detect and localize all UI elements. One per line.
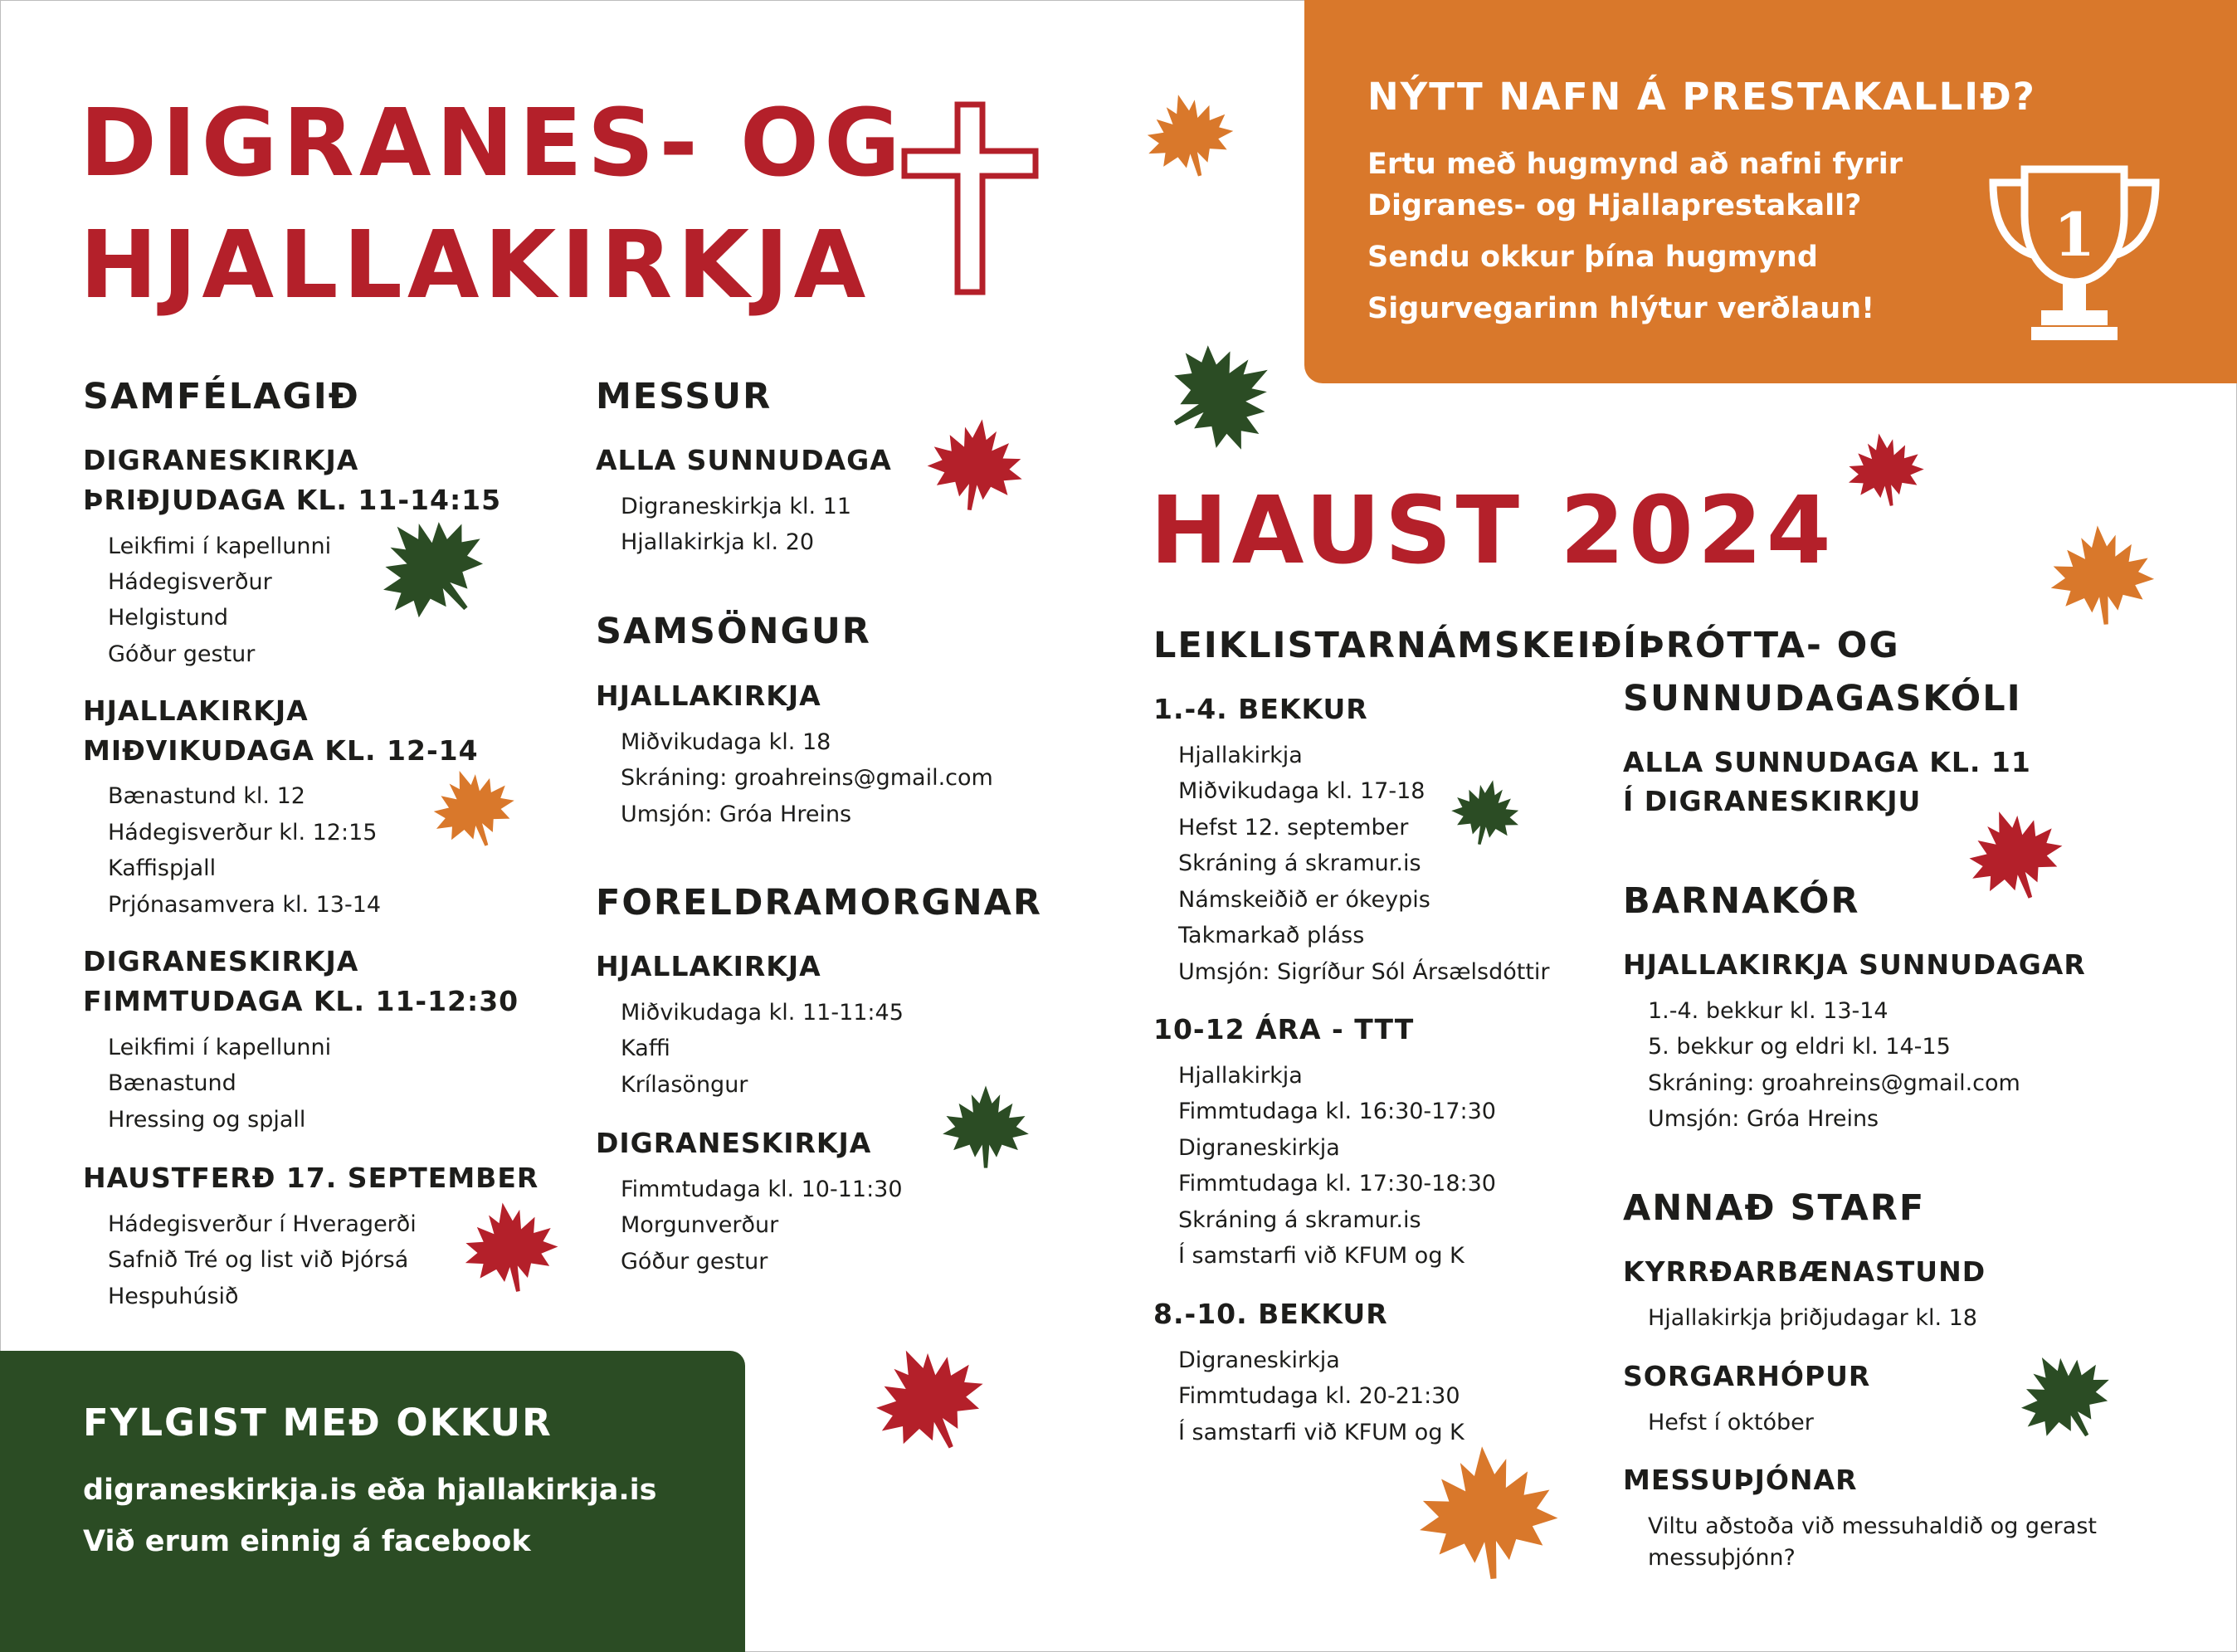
group-title: DIGRANESKIRKJA (83, 945, 359, 977)
season-title: HAUST 2024 (1150, 477, 1835, 585)
section-heading-foreldramorgnar: FORELDRAMORGNAR (596, 882, 1043, 923)
group-title: HAUSTFERÐ 17. SEPTEMBER (83, 1162, 539, 1194)
cross-icon (899, 100, 1041, 297)
maple-leaf-icon (866, 1341, 991, 1457)
list-item: Góður gestur (108, 641, 256, 667)
list-item: Hressing og spjall (108, 1107, 306, 1133)
group-title: MESSUÞJÓNAR (1623, 1464, 1858, 1496)
list-item: Í samstarfi við KFUM og K (1178, 1243, 1465, 1269)
list-item: Hjallakirkja (1178, 1063, 1303, 1089)
section-heading-leiklist: LEIKLISTARNÁMSKEIÐ (1153, 625, 1624, 666)
list-item: Umsjón: Sigríður Sól Ársælsdóttir (1178, 959, 1550, 985)
section-heading-barnakor: BARNAKÓR (1623, 880, 1860, 922)
list-item: Skráning á skramur.is (1178, 850, 1421, 876)
trophy-icon (1983, 158, 2166, 345)
list-item: Hádegisverður (108, 569, 272, 595)
list-item: Skráning: groahreins@gmail.com (621, 765, 993, 791)
group-title: 1.-4. BEKKUR (1153, 693, 1368, 725)
group-title: HJALLAKIRKJA (83, 694, 309, 727)
list-item: Viltu aðstoða við messuhaldið og gerast (1648, 1513, 2097, 1539)
list-item: Miðvikudaga kl. 11-11:45 (621, 1000, 904, 1026)
group-title: MIÐVIKUDAGA KL. 12-14 (83, 734, 479, 767)
list-item: Digraneskirkja kl. 11 (621, 494, 852, 519)
facebook-line: Við erum einnig á facebook (83, 1525, 531, 1558)
promo-line: Digranes- og Hjallaprestakall? (1367, 189, 1862, 222)
list-item: Í samstarfi við KFUM og K (1178, 1420, 1465, 1445)
list-item: 5. bekkur og eldri kl. 14-15 (1648, 1034, 1951, 1060)
promo-line: Sigurvegarinn hlýtur verðlaun! (1367, 292, 1875, 325)
section-heading-messur: MESSUR (596, 376, 772, 417)
maple-leaf-icon (430, 765, 516, 851)
list-item: Safnið Tré og list við Þjórsá (108, 1247, 409, 1273)
group-title: SORGARHÓPUR (1623, 1360, 1871, 1392)
list-item: Námskeiðið er ókeypis (1178, 887, 1430, 913)
list-item: Kaffispjall (108, 855, 217, 881)
list-item: Hefst í október (1648, 1410, 1814, 1435)
list-item: Krílasöngur (621, 1072, 748, 1098)
maple-leaf-icon (461, 1198, 559, 1296)
title-line-2: HJALLAKIRKJA (80, 212, 871, 319)
list-item: Hjallakirkja (1178, 743, 1303, 768)
group-title: ALLA SUNNUDAGA (596, 444, 892, 476)
list-item: Fimmtudaga kl. 16:30-17:30 (1178, 1099, 1496, 1124)
maple-leaf-icon (2048, 521, 2156, 629)
list-item: Fimmtudaga kl. 17:30-18:30 (1178, 1171, 1496, 1196)
list-item: Hespuhúsið (108, 1284, 239, 1309)
list-item: Góður gestur (621, 1249, 768, 1274)
list-item: Leikfimi í kapellunni (108, 1035, 332, 1060)
website-links[interactable]: digraneskirkja.is eða hjallakirkja.is (83, 1474, 657, 1507)
list-item: Umsjón: Gróa Hreins (621, 802, 852, 827)
group-title: DIGRANESKIRKJA (83, 444, 359, 476)
list-item: Fimmtudaga kl. 20-21:30 (1178, 1383, 1460, 1409)
maple-leaf-icon (1952, 805, 2078, 904)
group-title: Í DIGRANESKIRKJU (1623, 785, 1922, 817)
list-item: messuþjónn? (1648, 1545, 1796, 1571)
maple-leaf-icon (1416, 1440, 1560, 1585)
maple-leaf-icon (1143, 90, 1235, 181)
section-heading-samsongur: SAMSÖNGUR (596, 611, 871, 652)
section-heading-annad: ANNAÐ STARF (1623, 1187, 1926, 1229)
group-title: ALLA SUNNUDAGA KL. 11 (1623, 746, 2031, 778)
group-title: HJALLAKIRKJA (596, 680, 821, 712)
section-heading-ithrotta: ÍÞRÓTTA- OG (1623, 625, 1900, 666)
group-title: HJALLAKIRKJA (596, 950, 821, 982)
maple-leaf-icon (926, 415, 1026, 514)
section-heading-samfelagid: SAMFÉLAGIÐ (83, 376, 360, 417)
list-item: Helgistund (108, 605, 229, 631)
section-heading-ithrotta: SUNNUDAGASKÓLI (1623, 678, 2022, 719)
list-item: 1.-4. bekkur kl. 13-14 (1648, 998, 1889, 1024)
maple-leaf-icon (1148, 339, 1294, 455)
list-item: Takmarkað pláss (1178, 923, 1365, 948)
promo-title: NÝTT NAFN Á PRESTAKALLIÐ? (1367, 75, 2036, 119)
promo-line: Sendu okkur þína hugmynd (1367, 241, 1818, 274)
list-item: Bænastund (108, 1070, 236, 1096)
list-item: Morgunverður (621, 1212, 779, 1238)
list-item: Kaffi (621, 1036, 670, 1061)
list-item: Prjónasamvera kl. 13-14 (108, 892, 382, 918)
list-item: Skráning: groahreins@gmail.com (1648, 1070, 2020, 1096)
list-item: Miðvikudaga kl. 18 (621, 729, 831, 755)
list-item: Bænastund kl. 12 (108, 783, 305, 809)
group-title: KYRRÐARBÆNASTUND (1623, 1255, 1986, 1288)
title-line-1: DIGRANES- OG (80, 90, 906, 197)
list-item: Leikfimi í kapellunni (108, 534, 332, 559)
list-item: Hjallakirkja þriðjudagar kl. 18 (1648, 1305, 1977, 1331)
maple-leaf-icon (365, 509, 498, 626)
group-title: DIGRANESKIRKJA (596, 1127, 872, 1159)
list-item: Hjallakirkja kl. 20 (621, 529, 815, 555)
group-title: FIMMTUDAGA KL. 11-12:30 (83, 985, 519, 1017)
group-title: ÞRIÐJUDAGA KL. 11-14:15 (83, 484, 502, 516)
list-item: Hefst 12. september (1178, 815, 1409, 841)
maple-leaf-icon (941, 1082, 1031, 1172)
list-item: Fimmtudaga kl. 10-11:30 (621, 1177, 903, 1202)
follow-title: FYLGIST MEÐ OKKUR (83, 1401, 553, 1445)
maple-leaf-icon (1450, 777, 1522, 848)
group-title: HJALLAKIRKJA SUNNUDAGAR (1623, 948, 2086, 981)
group-title: 10-12 ÁRA - TTT (1153, 1013, 1415, 1045)
list-item: Miðvikudaga kl. 17-18 (1178, 778, 1426, 804)
maple-leaf-icon (2011, 1347, 2118, 1445)
list-item: Hádegisverður í Hveragerði (108, 1211, 417, 1237)
list-item: Umsjón: Gróa Hreins (1648, 1106, 1879, 1132)
maple-leaf-icon (1845, 430, 1925, 509)
group-title: 8.-10. BEKKUR (1153, 1298, 1388, 1330)
page-title (80, 83, 905, 327)
list-item: Digraneskirkja (1178, 1135, 1340, 1161)
list-item: Digraneskirkja (1178, 1347, 1340, 1373)
promo-line: Ertu með hugmynd að nafni fyrir (1367, 148, 1903, 181)
trophy-number: 1 (2053, 199, 2096, 270)
list-item: Hádegisverður kl. 12:15 (108, 820, 378, 845)
list-item: Skráning á skramur.is (1178, 1207, 1421, 1233)
